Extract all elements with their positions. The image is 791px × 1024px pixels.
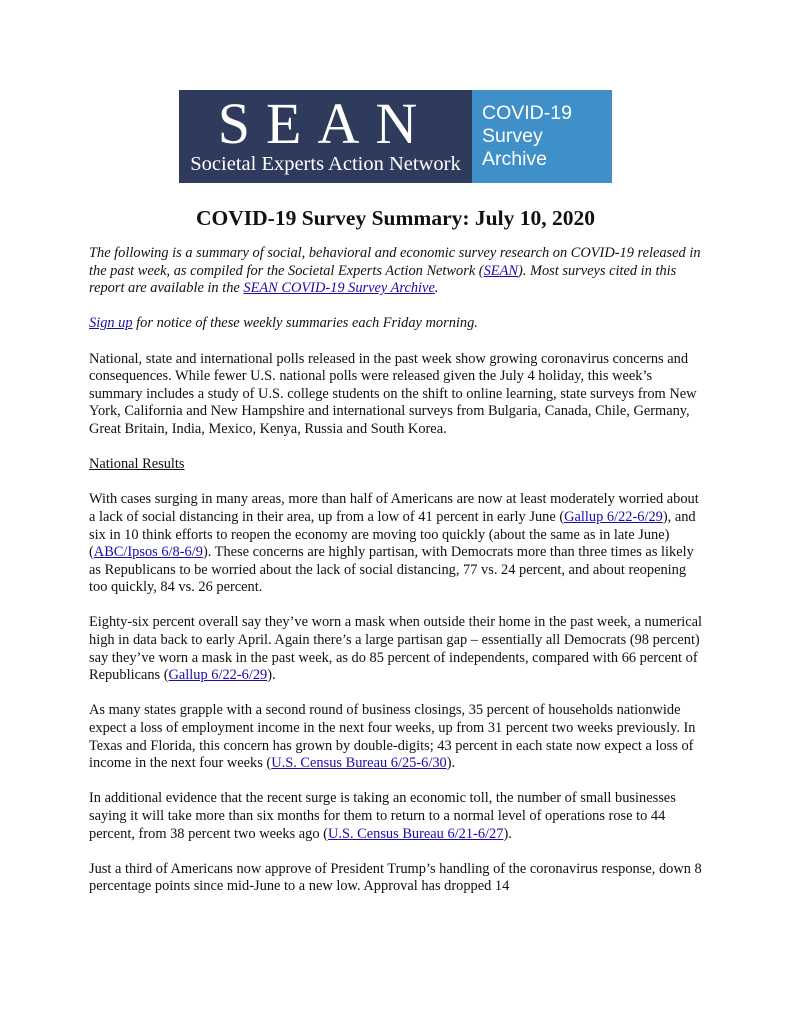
- overview-paragraph: National, state and international polls released in the past week show growing coronavirus concerns and consequences. While fewer U.S. national polls were released given the July 4 holiday, this week’s summary includes a study of U.S. college students on the shift to online learning, state surveys from New York, California and New Hampshire and international surveys from Bulgaria, Canada, Chile, Germany, Great Britain, India, Mexico, Kenya, Russia and South Korea.: [89, 350, 697, 437]
- signup-text: for notice of these weekly summaries each Friday morning.: [132, 315, 478, 332]
- section-heading-national: National Results: [89, 456, 185, 473]
- sean-link[interactable]: SEAN: [483, 262, 518, 279]
- para-text: ).: [503, 825, 512, 842]
- sean-subtitle: Societal Experts Action Network: [190, 153, 461, 175]
- census-link[interactable]: U.S. Census Bureau 6/25-6/30: [271, 755, 447, 772]
- paragraph-income-loss: [89, 702, 707, 772]
- paragraph-approval: Just a third of Americans now approve of President Trump’s handling of the coronavirus response, down 8 percentage points since mid-June to a new low. Approval has dropped 14: [89, 860, 702, 895]
- para-text: ), and six in 10 think efforts to reopen the economy are moving too quickly (about the same as in late June) (: [89, 508, 696, 561]
- page-title: COVID-19 Survey Summary: July 10, 2020: [196, 206, 595, 230]
- para-text: As many states grapple with a second round of business closings, 35 percent of households nationwide expect a loss of employment income in the next four weeks, up from 31 percent two weeks previously. In Texas and Florida, this concern has grown by double-digits; 43 percent in each state now expect a loss of income in the next four weeks (: [89, 702, 696, 772]
- para-text: ).: [446, 755, 456, 772]
- sean-wordmark: SEAN: [217, 91, 434, 156]
- paragraph-distancing: [89, 491, 707, 597]
- sean-logo-panel: [179, 90, 472, 183]
- intro-paragraph: [89, 245, 707, 298]
- gallup-link[interactable]: Gallup 6/22-6/29: [564, 508, 663, 525]
- para-text: ). These concerns are highly partisan, with Democrats more than three times as likely as Republicans to be worried about the lack of social distancing, 77 vs. 24 percent, and about reopening too quickly, 84 vs. 26 percent.: [89, 544, 694, 596]
- survey-archive-link[interactable]: SEAN COVID-19 Survey Archive: [243, 280, 435, 297]
- intro-text-2: ). Most surveys cited in this report are available in the: [89, 262, 677, 297]
- intro-text-1: The following is a summary of social, behavioral and economic survey research on COVID-19 released in the past week, as compiled for the Societal Experts Action Network (: [89, 245, 701, 279]
- sign-up-link[interactable]: Sign up: [89, 315, 133, 332]
- document-body: [89, 245, 707, 914]
- para-text: With cases surging in many areas, more than half of Americans are now at least moderately worried about a lack of social distancing in their area, up from a low of 41 percent in early June (: [89, 491, 699, 525]
- archive-line-3: Archive: [482, 148, 548, 170]
- sean-logo: [179, 90, 612, 183]
- archive-line-2: Survey: [482, 125, 543, 147]
- paragraph-masks: [89, 614, 707, 684]
- census-link[interactable]: U.S. Census Bureau 6/21-6/27: [327, 825, 504, 842]
- paragraph-small-business: [89, 790, 707, 843]
- abc-ipsos-link[interactable]: ABC/Ipsos 6/8-6/9: [93, 544, 203, 561]
- archive-line-1: COVID-19: [482, 102, 572, 124]
- survey-archive-panel: [472, 90, 612, 183]
- para-text: In additional evidence that the recent surge is taking an economic toll, the number of small businesses saying it will take more than six months for them to return to a normal level of operations rose to 44 percent, from 38 percent two weeks ago (: [89, 790, 676, 842]
- gallup-link[interactable]: Gallup 6/22-6/29: [168, 667, 268, 684]
- para-text: ).: [267, 667, 276, 684]
- signup-paragraph: [89, 315, 707, 333]
- para-text: Eighty-six percent overall say they’ve worn a mask when outside their home in the past week, a numerical high in data back to early April. Again there’s a large partisan gap – essentially all Democrats (98 percent) say they’ve worn a mask in the past week, as do 85 percent of independents, compared with 66 percent of Republicans (: [89, 614, 703, 684]
- intro-text-3: .: [434, 280, 439, 297]
